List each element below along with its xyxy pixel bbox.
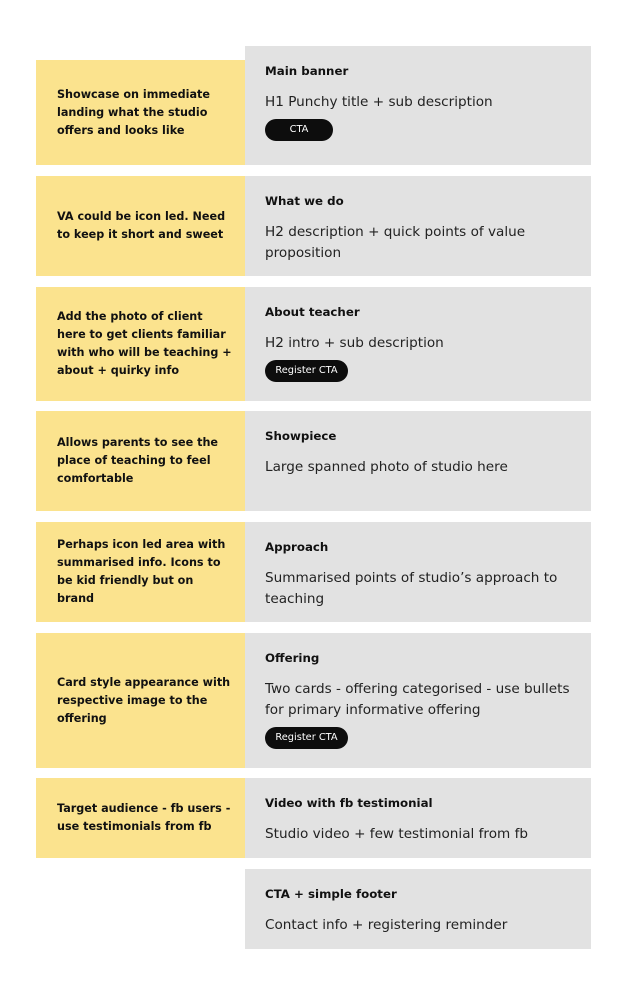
panel-title: CTA + simple footer — [265, 887, 397, 901]
panel-description: Studio video + few testimonial from fb — [265, 826, 529, 842]
wireframe-panel — [245, 287, 591, 401]
annotation-note: Showcase on immediate landing what the studio offers and looks like — [36, 60, 245, 165]
annotation-note: Allows parents to see the place of teaching to feel comfortable — [36, 411, 245, 511]
panel-description: H2 description + quick points of value proposition — [265, 224, 526, 261]
wireframe-panel — [245, 176, 591, 276]
panel-title: Approach — [265, 540, 329, 554]
wireframe-panel — [245, 522, 591, 622]
annotation-note: Perhaps icon led area with summarised info. Icons to be kid friendly but on brand — [36, 522, 245, 622]
panel-title: Main banner — [265, 64, 349, 78]
cta-button[interactable]: CTA — [265, 119, 333, 141]
panel-title: What we do — [265, 194, 344, 208]
annotation-note: Add the photo of client here to get clients familiar with who will be teaching + about + quirky info — [36, 287, 245, 401]
panel-title: About teacher — [265, 305, 360, 319]
wireframe-panel — [245, 778, 591, 858]
wireframe-panel — [245, 411, 591, 511]
panel-title: Offering — [265, 651, 320, 665]
panel-description: H2 intro + sub description — [265, 335, 444, 351]
annotation-note: Target audience - fb users - use testimonials from fb — [36, 778, 245, 858]
panel-description: Summarised points of studio’s approach to teaching — [265, 570, 558, 607]
wireframe-panel — [245, 869, 591, 949]
panel-description: H1 Punchy title + sub description — [265, 94, 493, 110]
panel-title: Showpiece — [265, 429, 337, 443]
panel-title: Video with fb testimonial — [265, 796, 433, 810]
wireframe-panel — [245, 633, 591, 768]
annotation-note: Card style appearance with respective image to the offering — [36, 633, 245, 768]
register-cta-button[interactable]: Register CTA — [265, 360, 348, 382]
panel-description: Contact info + registering reminder — [265, 917, 508, 933]
wireframe-panel — [245, 46, 591, 165]
panel-description: Two cards - offering categorised - use bullets for primary informative offering — [265, 681, 570, 718]
register-cta-button[interactable]: Register CTA — [265, 727, 348, 749]
annotation-note: VA could be icon led. Need to keep it short and sweet — [36, 176, 245, 276]
panel-description: Large spanned photo of studio here — [265, 459, 508, 475]
